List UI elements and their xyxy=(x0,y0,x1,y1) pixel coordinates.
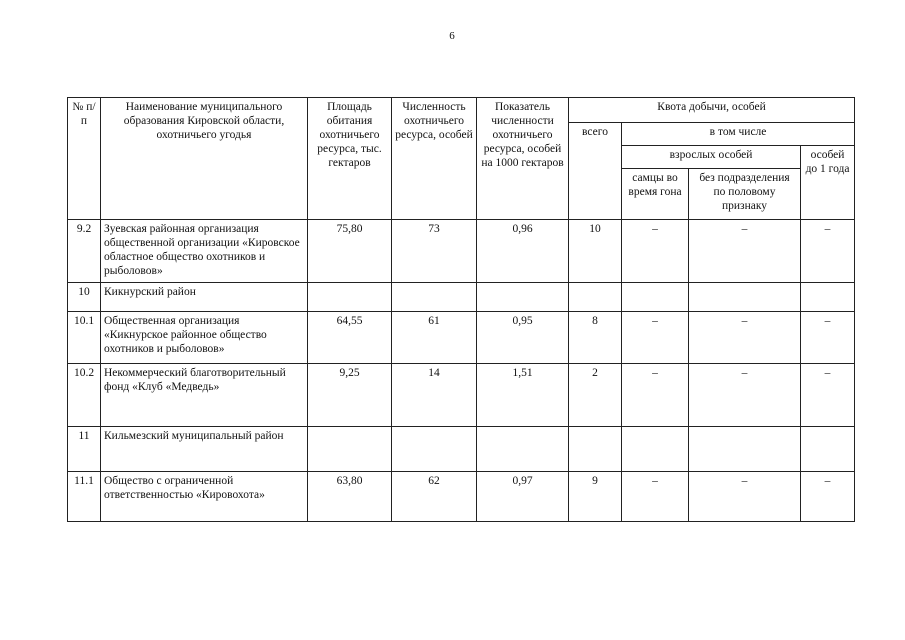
cell-total: 2 xyxy=(569,364,622,427)
cell-name: Некоммерческий благотворительный фонд «Клуб «Медведь» xyxy=(101,364,308,427)
cell-area: 75,80 xyxy=(308,220,392,283)
cell-count: 73 xyxy=(392,220,477,283)
cell-males: – xyxy=(622,472,689,522)
cell-young xyxy=(801,427,855,472)
cell-area: 9,25 xyxy=(308,364,392,427)
header-males: самцы во время гона xyxy=(622,169,689,220)
quota-table xyxy=(67,97,855,522)
header-including: в том числе xyxy=(622,123,855,146)
cell-young: – xyxy=(801,364,855,427)
cell-index: 0,95 xyxy=(477,312,569,364)
cell-undivided: – xyxy=(689,220,801,283)
cell-index: 1,51 xyxy=(477,364,569,427)
cell-young: – xyxy=(801,220,855,283)
cell-males: – xyxy=(622,312,689,364)
cell-count: 62 xyxy=(392,472,477,522)
cell-males xyxy=(622,427,689,472)
cell-area: 63,80 xyxy=(308,472,392,522)
cell-area xyxy=(308,427,392,472)
cell-index: 0,97 xyxy=(477,472,569,522)
cell-num: 11.1 xyxy=(68,472,101,522)
header-adults: взрослых особей xyxy=(622,146,801,169)
cell-num: 10 xyxy=(68,283,101,312)
header-young: особей до 1 года xyxy=(801,146,855,220)
cell-total xyxy=(569,283,622,312)
cell-total: 8 xyxy=(569,312,622,364)
cell-total: 9 xyxy=(569,472,622,522)
cell-num: 10.2 xyxy=(68,364,101,427)
cell-index xyxy=(477,427,569,472)
cell-num: 9.2 xyxy=(68,220,101,283)
header-quota: Квота добычи, особей xyxy=(569,98,855,123)
cell-num: 10.1 xyxy=(68,312,101,364)
cell-males: – xyxy=(622,364,689,427)
header-index: Показатель численности охотничьего ресурса, особей на 1000 гектаров xyxy=(477,98,569,220)
cell-count xyxy=(392,283,477,312)
cell-num: 11 xyxy=(68,427,101,472)
page-number: 6 xyxy=(449,30,455,42)
cell-young: – xyxy=(801,312,855,364)
cell-undivided xyxy=(689,283,801,312)
table-row xyxy=(68,427,855,472)
header-num: № п/п xyxy=(68,98,101,220)
cell-name: Зуевская районная организация общественной организации «Кировское областное общество охотников и рыболовов» xyxy=(101,220,308,283)
cell-males xyxy=(622,283,689,312)
table-row xyxy=(68,312,855,364)
table-row xyxy=(68,364,855,427)
cell-young: – xyxy=(801,472,855,522)
cell-total xyxy=(569,427,622,472)
cell-count xyxy=(392,427,477,472)
cell-name: Кикнурский район xyxy=(101,283,308,312)
cell-count: 61 xyxy=(392,312,477,364)
cell-index: 0,96 xyxy=(477,220,569,283)
cell-total: 10 xyxy=(569,220,622,283)
cell-name: Общественная организация «Кикнурское районное общество охотников и рыболовов» xyxy=(101,312,308,364)
header-total: всего xyxy=(569,123,622,220)
cell-undivided: – xyxy=(689,364,801,427)
cell-males: – xyxy=(622,220,689,283)
table-row xyxy=(68,220,855,283)
table-row xyxy=(68,283,855,312)
cell-undivided xyxy=(689,427,801,472)
table-row xyxy=(68,472,855,522)
header-name: Наименование муниципального образования Кировской области, охотничьего угодья xyxy=(101,98,308,220)
header-count: Численность охотничьего ресурса, особей xyxy=(392,98,477,220)
header-area: Площадь обитания охотничьего ресурса, тыс. гектаров xyxy=(308,98,392,220)
cell-name: Кильмезский муниципальный район xyxy=(101,427,308,472)
cell-undivided: – xyxy=(689,312,801,364)
cell-index xyxy=(477,283,569,312)
cell-undivided: – xyxy=(689,472,801,522)
header-undivided: без подразделения по половому признаку xyxy=(689,169,801,220)
cell-area: 64,55 xyxy=(308,312,392,364)
cell-young xyxy=(801,283,855,312)
cell-area xyxy=(308,283,392,312)
cell-name: Общество с ограниченной ответственностью «Кировохота» xyxy=(101,472,308,522)
cell-count: 14 xyxy=(392,364,477,427)
